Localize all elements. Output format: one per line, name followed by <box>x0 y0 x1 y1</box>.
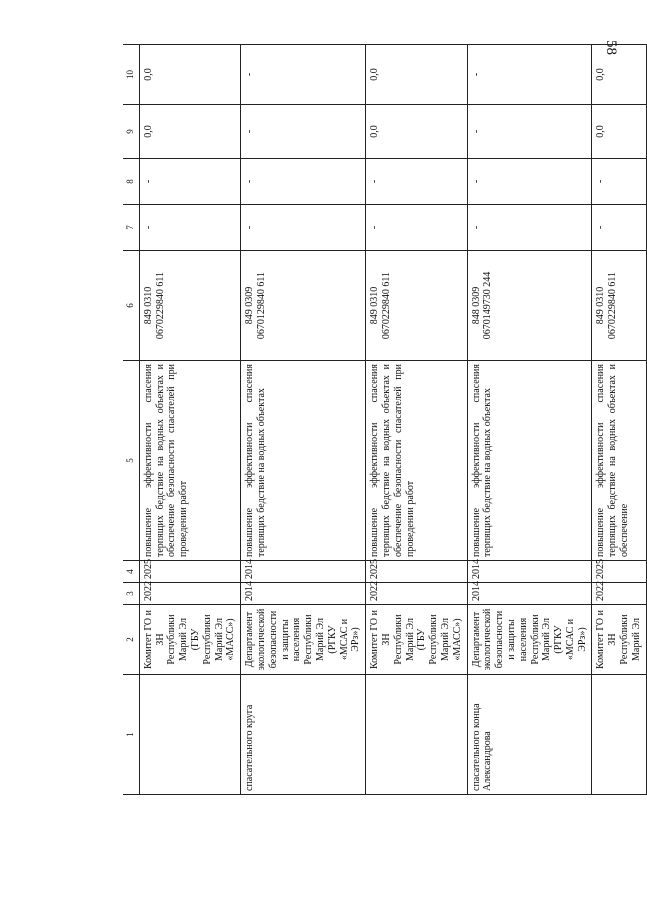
budget-code-line-2: 0670229840 611 <box>380 271 392 340</box>
page-number: 58 <box>603 40 619 55</box>
budget-code-line-1: 849 0310 <box>142 286 154 325</box>
start-year-cell: 2014 <box>467 583 592 605</box>
column-number-row <box>123 45 139 795</box>
column-header-4: 4 <box>123 561 139 583</box>
table-row <box>467 45 592 795</box>
start-year-cell: 2014 <box>241 583 366 605</box>
table-row <box>592 45 646 795</box>
budget-code-line-1: 849 0310 <box>369 286 381 325</box>
value-cell-10: - <box>241 45 366 105</box>
value-cell-8: - <box>366 159 467 205</box>
value-cell-8: - <box>241 159 366 205</box>
value-cell-7: - <box>241 205 366 251</box>
column-header-3: 3 <box>123 583 139 605</box>
column-header-1: 1 <box>123 675 139 795</box>
value-cell-7: - <box>592 205 646 251</box>
column-header-7: 7 <box>123 205 139 251</box>
value-cell-8: - <box>592 159 646 205</box>
table-row <box>366 45 467 795</box>
expected-result-cell: повышение эффективности спасения терпящих бедствие на водных объектах и обеспечение <box>592 361 646 561</box>
budget-code-cell <box>467 251 592 361</box>
column-header-5: 5 <box>123 361 139 561</box>
column-header-6: 6 <box>123 251 139 361</box>
measure-name-cell <box>592 675 646 795</box>
value-cell-10: - <box>467 45 592 105</box>
budget-code-line-2: 0670129840 611 <box>255 271 267 340</box>
measure-name-cell <box>366 675 467 795</box>
budget-code-line-1: 849 0309 <box>244 286 256 325</box>
end-year-cell: 2025 <box>366 561 467 583</box>
measure-name-cell <box>139 675 240 795</box>
end-year-cell: 2025 <box>592 561 646 583</box>
budget-code-line-2: 0670229840 611 <box>607 271 619 340</box>
start-year-cell: 2022 <box>592 583 646 605</box>
table-row <box>241 45 366 795</box>
budget-code-cell <box>366 251 467 361</box>
executor-cell: Комитет ГО и ЗН Республики Марий Эл <box>592 605 646 675</box>
value-cell-9: - <box>241 105 366 159</box>
measure-name-cell: спасательного круга <box>241 675 366 795</box>
start-year-cell: 2022 <box>366 583 467 605</box>
expected-result-cell: повышение эффективности спасения терпящих бедствие на водных объектах <box>467 361 592 561</box>
value-cell-9: 0,0 <box>139 105 240 159</box>
column-header-8: 8 <box>123 159 139 205</box>
value-cell-9: 0,0 <box>366 105 467 159</box>
value-cell-7: - <box>139 205 240 251</box>
expected-result-cell: повышение эффективности спасения терпящих бедствие на водных объектах и обеспечение безопасности спасателей при проведении работ <box>139 361 240 561</box>
start-year-cell: 2022 <box>139 583 240 605</box>
budget-code-cell <box>241 251 366 361</box>
end-year-cell: 2014 <box>467 561 592 583</box>
value-cell-8: - <box>467 159 592 205</box>
expected-result-cell: повышение эффективности спасения терпящих бедствие на водных объектах и обеспечение безопасности спасателей при проведении работ <box>366 361 467 561</box>
column-header-2: 2 <box>123 605 139 675</box>
budget-code-line-2: 0670229840 611 <box>154 271 166 340</box>
measures-table <box>123 44 647 795</box>
value-cell-7: - <box>366 205 467 251</box>
budget-code-line-1: 848 0309 <box>470 286 482 325</box>
value-cell-8: - <box>139 159 240 205</box>
value-cell-10: 0,0 <box>139 45 240 105</box>
executor-cell: Комитет ГО и ЗН Республики Марий Эл (ГБУ Республики Марий Эл «МАСС») <box>366 605 467 675</box>
budget-code-line-2: 0670149730 244 <box>482 271 494 340</box>
expected-result-cell: повышение эффективности спасения терпящих бедствие на водных объектах <box>241 361 366 561</box>
executor-cell: Департамент экологической безопасности и защиты населения Республики Марий Эл (РГКУ «МСАС и ЭРз») <box>241 605 366 675</box>
budget-code-cell <box>592 251 646 361</box>
budget-code-cell <box>139 251 240 361</box>
end-year-cell: 2014 <box>241 561 366 583</box>
executor-cell: Комитет ГО и ЗН Республики Марий Эл (ГБУ Республики Марий Эл «МАСС») <box>139 605 240 675</box>
column-header-10: 10 <box>123 45 139 105</box>
measure-name-cell: спасательного конца Александрова <box>467 675 592 795</box>
table-row <box>139 45 240 795</box>
column-header-9: 9 <box>123 105 139 159</box>
value-cell-9: - <box>467 105 592 159</box>
executor-cell: Департамент экологической безопасности и защиты населения Республики Марий Эл (РГКУ «МСАС и ЭРз») <box>467 605 592 675</box>
value-cell-10: 0,0 <box>592 45 646 105</box>
value-cell-10: 0,0 <box>366 45 467 105</box>
value-cell-9: 0,0 <box>592 105 646 159</box>
end-year-cell: 2025 <box>139 561 240 583</box>
budget-code-line-1: 849 0310 <box>595 286 607 325</box>
value-cell-7: - <box>467 205 592 251</box>
